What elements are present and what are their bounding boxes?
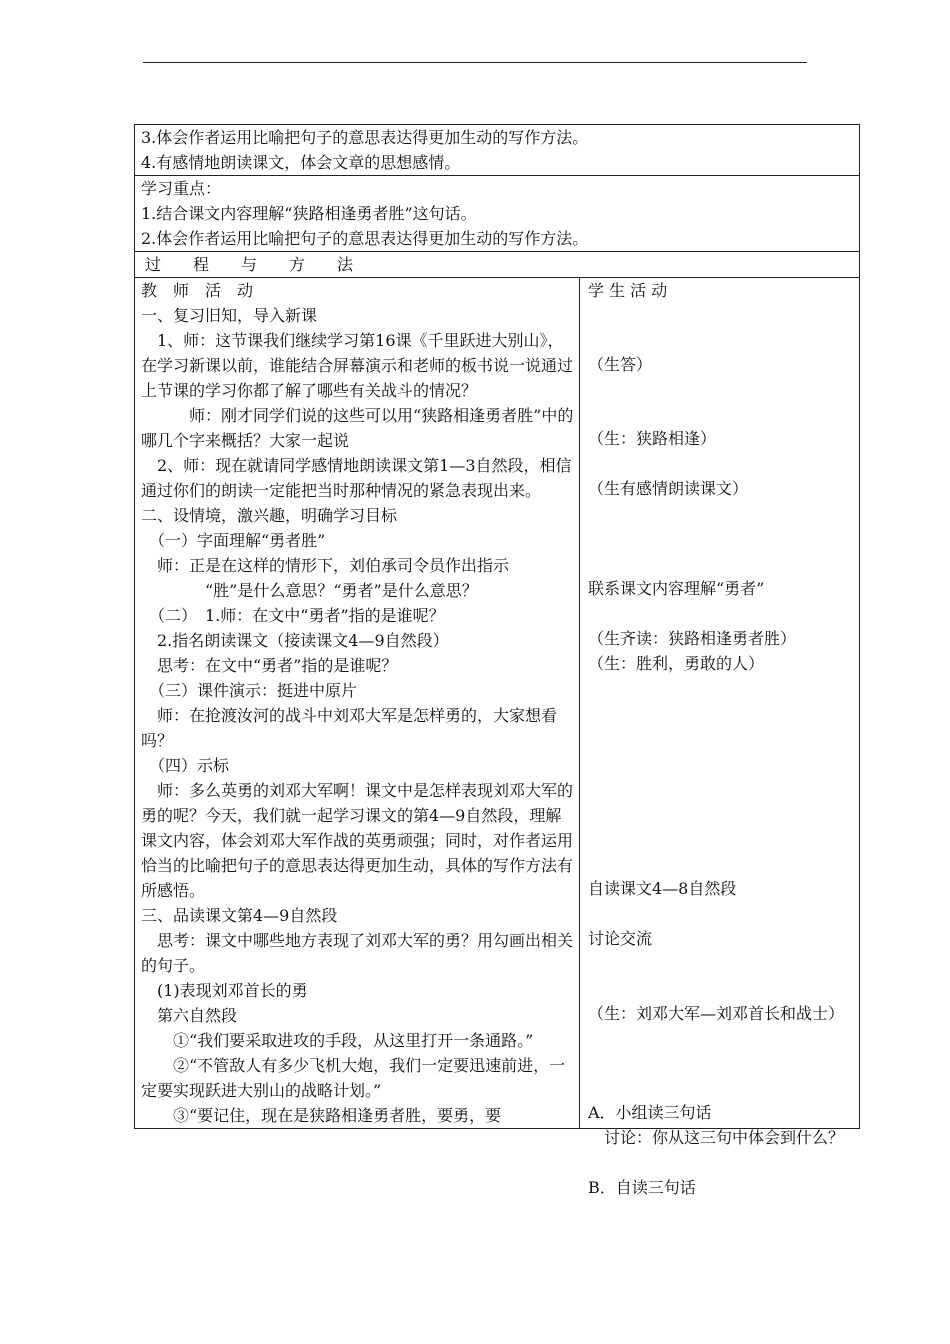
student-item: （生：狭路相逢）	[588, 429, 717, 448]
key-point-2: 2.体会作者运用比喻把句子的意思表达得更加生动的写作方法。	[141, 229, 589, 248]
student-item: 讨论交流	[588, 929, 653, 948]
teacher-paragraph: ③“要记住，现在是狭路相逢勇者胜，要勇，要	[141, 1106, 502, 1125]
student-item: （生：刘邓大军—刘邓首长和战士）	[588, 1004, 845, 1023]
teacher-paragraph: 2.指名朗读课文（接读课文4—9自然段）	[141, 631, 449, 650]
activities-row	[135, 278, 859, 1197]
student-item: （生答）	[588, 355, 653, 374]
teacher-paragraph: ①“我们要采取进攻的手段，从这里打开一条通路。”	[141, 1031, 534, 1050]
student-column	[580, 278, 859, 1197]
process-header: 过 程 与 方 法	[145, 255, 354, 274]
process-header-row	[135, 252, 859, 278]
teacher-paragraph: 思考：课文中哪些地方表现了刘邓大军的勇？用勾画出相关的句子。	[141, 931, 574, 975]
teacher-paragraph: 2、师：现在就请同学感情地朗读课文第1—3自然段，相信通过你们的朗读一定能把当时那种情况的紧急表现出来。	[141, 456, 572, 500]
header-rule	[143, 62, 807, 63]
key-point-1: 1.结合课文内容理解“狭路相逢勇者胜”这句话。	[141, 204, 477, 223]
student-item: B．自读三句话	[588, 1178, 696, 1197]
teacher-paragraph: 师：正是在这样的情形下，刘伯承司令员作出指示	[141, 556, 510, 575]
teacher-paragraph: （一）字面理解“勇者胜”	[141, 531, 326, 550]
student-item: 自读课文4—8自然段	[588, 879, 737, 898]
student-header: 学 生 活 动	[588, 281, 668, 300]
teacher-paragraph: 三、品读课文第4—9自然段	[141, 906, 338, 925]
key-points-title: 学习重点：	[141, 179, 222, 198]
teacher-column	[135, 278, 580, 1128]
objectives-row	[135, 125, 859, 176]
teacher-paragraph: （四）示标	[141, 756, 230, 775]
student-item: （生：胜利，勇敢的人）	[588, 654, 765, 673]
teacher-paragraph: 思考：在文中“勇者”指的是谁呢？	[141, 656, 398, 675]
student-item: 讨论：你从这三句中体会到什么？	[588, 1128, 845, 1147]
student-item: （生有感情朗读课文）	[588, 479, 749, 498]
objective-3: 3.体会作者运用比喻把句子的意思表达得更加生动的写作方法。	[141, 128, 589, 147]
teacher-paragraph: (1)表现刘邓首长的勇	[141, 981, 308, 1000]
teacher-paragraph: ②“不管敌人有多少飞机大炮，我们一定要迅速前进，一定要实现跃进大别山的战略计划。”	[141, 1056, 566, 1100]
student-item: A．小组读三句话	[588, 1103, 712, 1122]
teacher-header: 教 师 活 动	[141, 281, 254, 300]
objective-4: 4.有感情地朗读课文，体会文章的思想感情。	[141, 153, 461, 172]
teacher-paragraph: 师：在抢渡汝河的战斗中刘邓大军是怎样勇的，大家想看吗？	[141, 706, 558, 750]
teacher-paragraph: 一、复习旧知，导入新课	[141, 306, 318, 325]
teacher-paragraph: （三）课件演示：挺进中原片	[141, 681, 358, 700]
teacher-paragraph: （二） 1.师：在文中“勇者”指的是谁呢？	[141, 606, 445, 625]
teacher-paragraph: 师：多么英勇的刘邓大军啊！课文中是怎样表现刘邓大军的勇的呢？今天，我们就一起学习课文的第4—9自然段，理解课文内容，体会刘邓大军作战的英勇顽强；同时，对作者运用恰当的比喻把句子的意思表达得更加生动，具体的写作方法有所感悟。	[141, 781, 574, 900]
teacher-paragraph: “胜”是什么意思？“勇者”是什么意思？	[141, 581, 478, 600]
key-points-row	[135, 176, 859, 252]
student-item: 联系课文内容理解“勇者”	[588, 579, 765, 598]
teacher-paragraph: 二、设情境，激兴趣，明确学习目标	[141, 506, 398, 525]
lesson-plan-table	[134, 124, 860, 1197]
teacher-paragraph: 1、师：这节课我们继续学习第16课《千里跃进大别山》，在学习新课以前，谁能结合屏幕演示和老师的板书说一说通过上节课的学习你都了解了哪些有关战斗的情况？	[141, 331, 574, 400]
student-item: （生齐读：狭路相逢勇者胜）	[588, 629, 797, 648]
teacher-paragraph: 第六自然段	[141, 1006, 238, 1025]
teacher-paragraph: 师：刚才同学们说的这些可以用“狭路相逢勇者胜”中的哪几个字来概括？大家一起说	[141, 406, 574, 450]
